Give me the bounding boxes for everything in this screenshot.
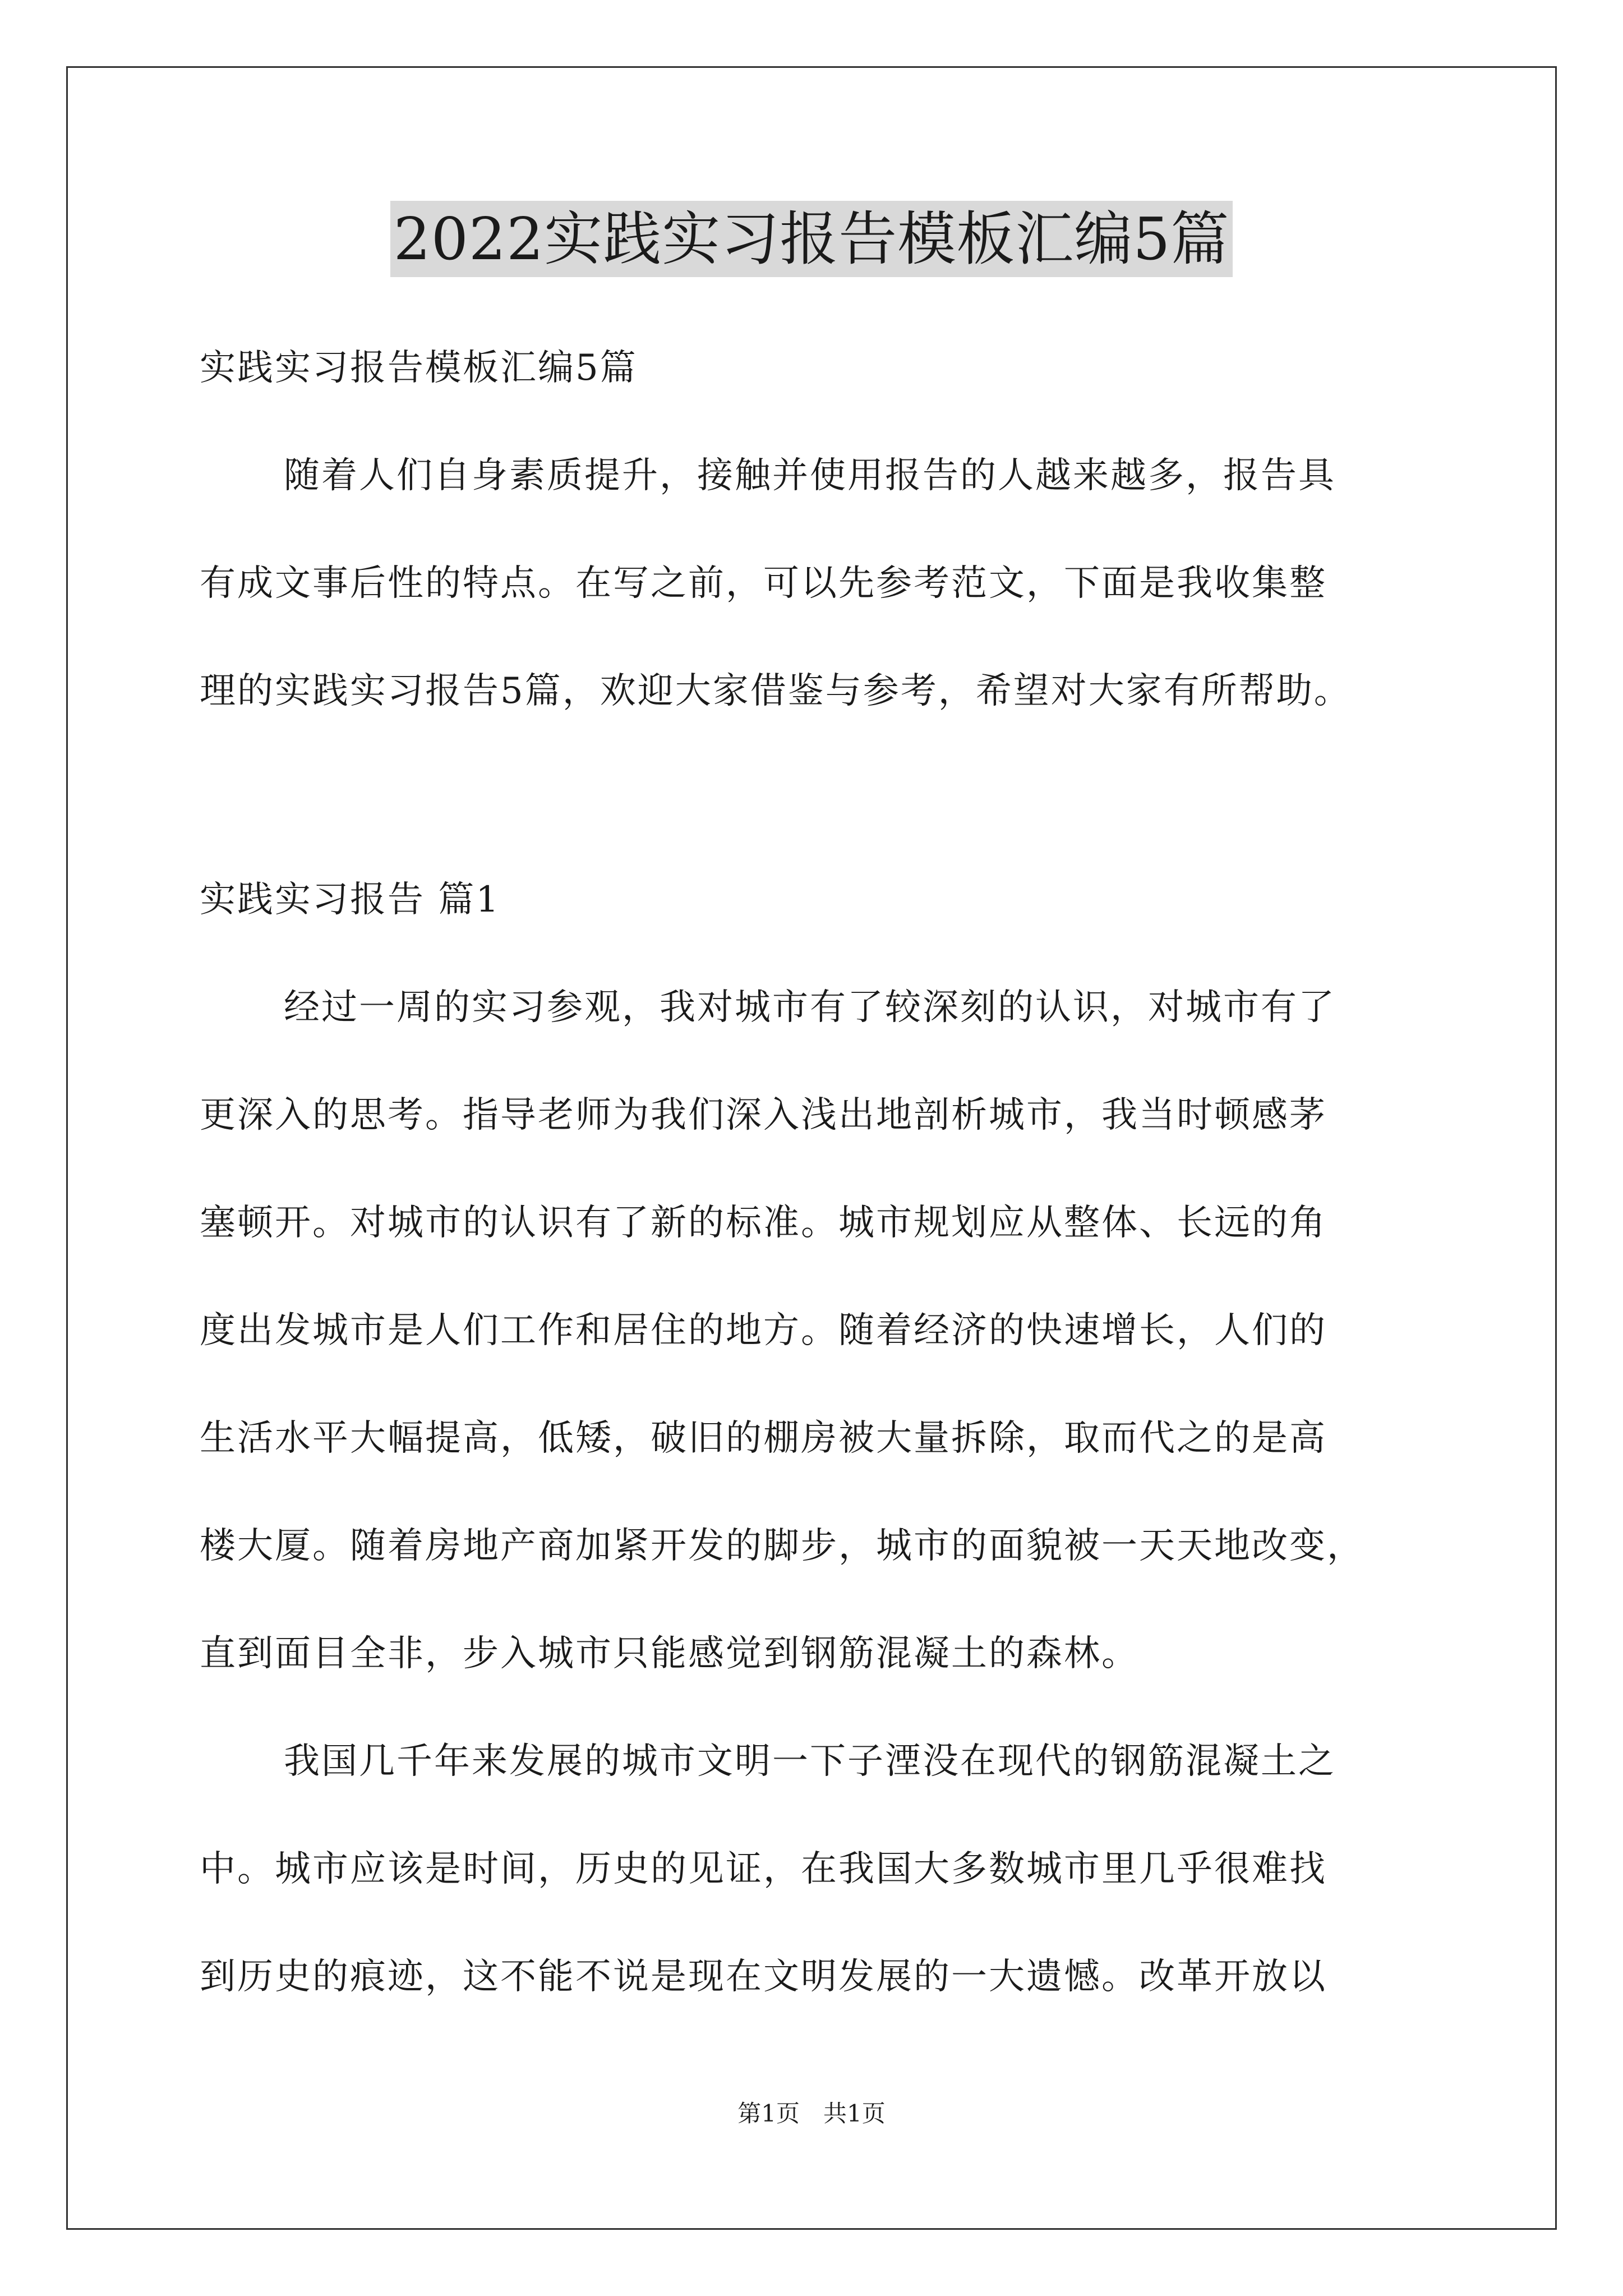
- intro-line: 随着人们自身素质提升，接触并使用报告的人越来越多，报告具: [284, 455, 1336, 496]
- document-body: [200, 314, 1439, 2031]
- paragraph-line: 我国几千年来发展的城市文明一下子湮没在现代的钢筋混凝土之: [284, 1741, 1336, 1782]
- paragraph-line: 度出发城市是人们工作和居住的地方。随着经济的快速增长，人们的: [200, 1310, 1327, 1351]
- paragraph-line: 中。城市应该是时间，历史的见证，在我国大多数城市里几乎很难找: [200, 1848, 1327, 1890]
- paragraph-line: 生活水平大幅提高，低矮，破旧的棚房被大量拆除，取而代之的是高: [200, 1418, 1327, 1459]
- section-spacer: [200, 745, 1439, 846]
- intro-line: 有成文事后性的特点。在写之前，可以先参考范文，下面是我收集整: [200, 563, 1327, 604]
- paragraph-line: 经过一周的实习参观，我对城市有了较深刻的认识，对城市有了: [284, 987, 1336, 1028]
- paragraph-line: 直到面目全非，步入城市只能感觉到钢筋混凝土的森林。: [200, 1633, 1139, 1674]
- paragraph-line: 塞顿开。对城市的认识有了新的标准。城市规划应从整体、长远的角: [200, 1202, 1327, 1244]
- intro-line: 理的实践实习报告5篇，欢迎大家借鉴与参考，希望对大家有所帮助。: [200, 670, 1352, 712]
- paragraph-line: 到历史的痕迹，这不能不说是现在文明发展的一大遗憾。改革开放以: [200, 1956, 1327, 1998]
- document-title: 2022实践实习报告模板汇编5篇: [390, 201, 1233, 277]
- paragraph-line: 更深入的思考。指导老师为我们深入浅出地剖析城市，我当时顿感茅: [200, 1094, 1327, 1136]
- document-subtitle: 实践实习报告模板汇编5篇: [200, 347, 638, 389]
- section-heading: 实践实习报告 篇1: [200, 879, 501, 921]
- page-footer: 第1页 共1页: [737, 2100, 886, 2127]
- paragraph-line: 楼大厦。随着房地产商加紧开发的脚步，城市的面貌被一天天地改变，: [200, 1525, 1364, 1567]
- title-container: [0, 201, 1623, 277]
